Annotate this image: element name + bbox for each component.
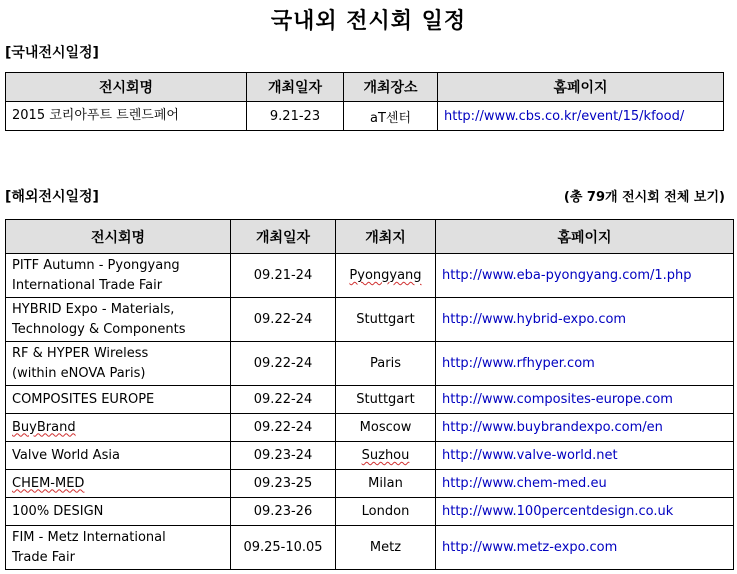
exhibition-venue: Moscow [336,414,436,442]
exhibition-homepage-link[interactable]: http://www.rfhyper.com [436,342,734,386]
name-line-1: HYBRID Expo - Materials, [12,301,175,317]
table-row [6,102,724,131]
exhibition-date: 9.21-23 [247,102,344,131]
table-header-row [6,73,724,102]
exhibition-venue: Metz [336,526,436,570]
exhibition-homepage-link[interactable]: http://www.buybrandexpo.com/en [436,414,734,442]
exhibition-venue [336,442,436,470]
exhibition-date: 09.23-24 [231,442,336,470]
exhibition-venue: aT센터 [344,102,438,131]
exhibition-date: 09.21-24 [231,254,336,298]
exhibition-name [6,414,231,442]
exhibition-name [6,342,231,386]
name-line-2: (within eNOVA Paris) [12,365,146,381]
exhibition-homepage-link[interactable]: http://www.100percentdesign.co.uk [436,498,734,526]
table-row [6,526,734,570]
domestic-exhibition-table [5,72,724,131]
exhibition-name [6,298,231,342]
exhibition-homepage-link[interactable]: http://www.eba-pyongyang.com/1.php [436,254,734,298]
exhibition-venue: Stuttgart [336,298,436,342]
name-text: CHEM-MED [12,475,85,491]
exhibition-date: 09.22-24 [231,342,336,386]
exhibition-homepage-link[interactable]: http://www.metz-expo.com [436,526,734,570]
exhibition-venue: Paris [336,342,436,386]
exhibition-date: 09.22-24 [231,298,336,342]
table-row [6,386,734,414]
column-header-name: 전시회명 [6,73,247,102]
column-header-homepage: 홈페이지 [438,73,724,102]
view-all-exhibitions-link[interactable]: (총 79개 전시회 전체 보기) [563,190,725,205]
table-row [6,342,734,386]
page-title: 국내외 전시회 일정 [270,9,467,34]
name-text: BuyBrand [12,419,76,435]
exhibition-name [6,526,231,570]
venue-text: Suzhou [361,448,410,463]
column-header-homepage: 홈페이지 [436,220,734,254]
exhibition-venue: Milan [336,470,436,498]
column-header-venue: 개최지 [336,220,436,254]
table-row [6,498,734,526]
table-row [6,254,734,298]
column-header-venue: 개최장소 [344,73,438,102]
exhibition-name: 100% DESIGN [6,498,231,526]
table-row [6,470,734,498]
exhibition-venue: London [336,498,436,526]
table-row [6,298,734,342]
exhibition-date: 09.23-26 [231,498,336,526]
exhibition-homepage-link[interactable]: http://www.composites-europe.com [436,386,734,414]
exhibition-homepage-link[interactable]: http://www.cbs.co.kr/event/15/kfood/ [438,102,724,131]
exhibition-name: 2015 코리아푸트 트렌드페어 [6,102,247,131]
name-line-1: RF & HYPER Wireless [12,345,149,361]
domestic-section-label: [국내전시일정] [5,45,99,61]
exhibition-venue: Stuttgart [336,386,436,414]
name-line-2: International Trade Fair [12,277,163,293]
name-line-2: Trade Fair [12,549,75,565]
exhibition-date: 09.22-24 [231,414,336,442]
column-header-name: 전시회명 [6,220,231,254]
exhibition-venue [336,254,436,298]
column-header-date: 개최일자 [231,220,336,254]
exhibition-name: Valve World Asia [6,442,231,470]
table-row [6,442,734,470]
exhibition-date: 09.23-25 [231,470,336,498]
name-line-1: PITF Autumn - Pyongyang [12,257,180,273]
exhibition-name [6,254,231,298]
venue-text: Pyongyang [349,268,422,283]
exhibition-date: 09.22-24 [231,386,336,414]
table-row [6,414,734,442]
exhibition-date: 09.25-10.05 [231,526,336,570]
exhibition-homepage-link[interactable]: http://www.chem-med.eu [436,470,734,498]
name-line-1: FIM - Metz International [12,529,166,545]
overseas-exhibition-table [5,219,734,570]
table-header-row [6,220,734,254]
exhibition-name [6,470,231,498]
exhibition-homepage-link[interactable]: http://www.valve-world.net [436,442,734,470]
column-header-date: 개최일자 [247,73,344,102]
exhibition-name: COMPOSITES EUROPE [6,386,231,414]
name-line-2: Technology & Components [12,321,186,337]
exhibition-homepage-link[interactable]: http://www.hybrid-expo.com [436,298,734,342]
overseas-section-label: [해외전시일정] [5,189,99,205]
